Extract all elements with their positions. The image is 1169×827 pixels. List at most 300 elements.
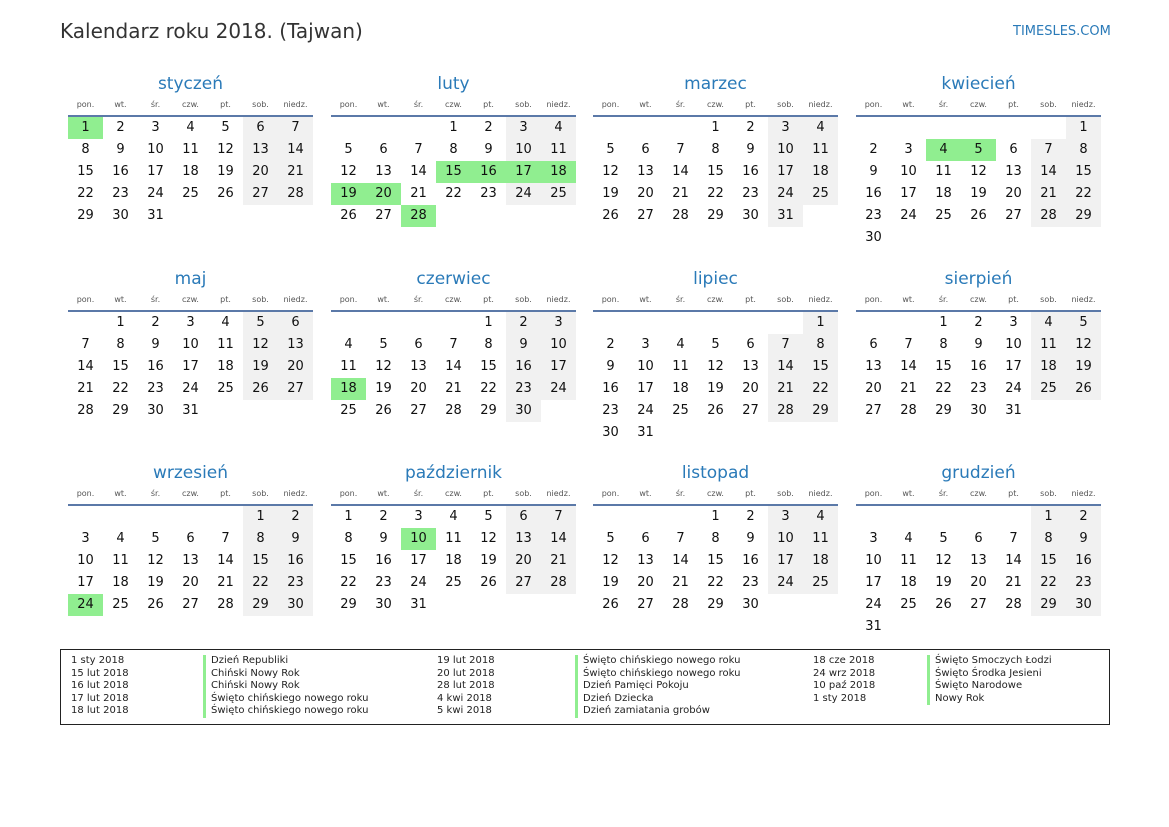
empty-cell bbox=[768, 422, 803, 444]
week-row bbox=[331, 139, 576, 161]
day-cell: 26 bbox=[970, 208, 987, 223]
empty-cell bbox=[506, 594, 541, 616]
day-cell: 3 bbox=[186, 315, 195, 330]
day-cell: 30 bbox=[742, 208, 759, 223]
day-cell: 17 bbox=[768, 550, 803, 572]
day-cell: 2 bbox=[484, 120, 493, 135]
day-cell: 4 bbox=[803, 506, 838, 528]
day-cell: 18 bbox=[935, 186, 952, 201]
day-cell: 4 bbox=[116, 531, 125, 546]
weekday-label: czw. bbox=[182, 100, 199, 109]
weekday-label: pon. bbox=[864, 295, 883, 304]
month-name: czerwiec bbox=[416, 269, 491, 289]
week-row bbox=[856, 117, 1101, 139]
day-cell: 15 bbox=[707, 553, 724, 568]
day-cell: 4 bbox=[803, 117, 838, 139]
weekday-label: pon. bbox=[601, 100, 620, 109]
month-name: styczeń bbox=[157, 74, 224, 94]
day-cell: 18 bbox=[1031, 356, 1066, 378]
day-cell: 2 bbox=[506, 312, 541, 334]
day-cell: 14 bbox=[217, 553, 234, 568]
day-cell: 5 bbox=[243, 312, 278, 334]
day-cell: 14 bbox=[1031, 161, 1066, 183]
day-cell: 23 bbox=[970, 381, 987, 396]
day-cell: 9 bbox=[151, 337, 160, 352]
weekday-label: czw. bbox=[445, 489, 462, 498]
day-cell: 12 bbox=[480, 531, 497, 546]
day-cell: 26 bbox=[602, 208, 619, 223]
day-cell: 21 bbox=[672, 186, 689, 201]
day-cell: 12 bbox=[1066, 334, 1101, 356]
week-row bbox=[331, 183, 576, 205]
day-cell: 7 bbox=[449, 337, 458, 352]
week-row bbox=[593, 312, 838, 334]
day-cell: 1 bbox=[116, 315, 125, 330]
day-cell: 20 bbox=[865, 381, 882, 396]
day-cell: 26 bbox=[375, 403, 392, 418]
day-cell: 1 bbox=[243, 506, 278, 528]
day-cell: 21 bbox=[278, 161, 313, 183]
day-cell: 3 bbox=[506, 117, 541, 139]
day-cell: 4 bbox=[904, 531, 913, 546]
weekday-label: czw. bbox=[970, 295, 987, 304]
day-cell: 3 bbox=[768, 117, 803, 139]
empty-cell bbox=[663, 312, 698, 334]
day-cell: 18 bbox=[112, 575, 129, 590]
day-cell: 7 bbox=[768, 334, 803, 356]
day-cell: 26 bbox=[707, 403, 724, 418]
month-5 bbox=[68, 267, 313, 422]
weekday-label: wt. bbox=[114, 489, 127, 498]
empty-cell bbox=[891, 506, 926, 528]
day-cell: 27 bbox=[1005, 208, 1022, 223]
day-cell: 3 bbox=[1009, 315, 1018, 330]
weekday-label: śr. bbox=[675, 100, 686, 109]
day-cell: 31 bbox=[410, 597, 427, 612]
day-cell: 17 bbox=[865, 575, 882, 590]
day-cell: 25 bbox=[935, 208, 952, 223]
weekday-header bbox=[331, 293, 576, 312]
empty-cell bbox=[768, 594, 803, 616]
day-cell: 27 bbox=[375, 208, 392, 223]
weekday-header bbox=[856, 487, 1101, 506]
empty-cell bbox=[436, 594, 471, 616]
day-cell: 26 bbox=[1066, 378, 1101, 400]
day-cell: 27 bbox=[182, 597, 199, 612]
weekday-label: wt. bbox=[902, 489, 915, 498]
day-cell: 14 bbox=[900, 359, 917, 374]
day-cell: 4 bbox=[541, 117, 576, 139]
week-row bbox=[331, 506, 576, 528]
month-2 bbox=[331, 72, 576, 227]
day-cell: 10 bbox=[541, 334, 576, 356]
empty-cell bbox=[891, 117, 926, 139]
empty-cell bbox=[961, 616, 996, 638]
month-6 bbox=[331, 267, 576, 422]
weekday-label: śr. bbox=[675, 489, 686, 498]
day-cell: 4 bbox=[676, 337, 685, 352]
empty-cell bbox=[628, 117, 663, 139]
day-cell: 9 bbox=[278, 528, 313, 550]
weekday-header bbox=[593, 98, 838, 117]
day-cell: 8 bbox=[344, 531, 353, 546]
day-cell: 30 bbox=[602, 425, 619, 440]
day-cell: 4 bbox=[1031, 312, 1066, 334]
day-cell: 28 bbox=[401, 205, 436, 227]
day-cell: 13 bbox=[1005, 164, 1022, 179]
day-cell: 13 bbox=[410, 359, 427, 374]
day-cell: 3 bbox=[81, 531, 90, 546]
weekday-label: śr. bbox=[938, 489, 949, 498]
legend-names-column bbox=[575, 655, 740, 718]
day-cell: 5 bbox=[151, 531, 160, 546]
day-cell: 6 bbox=[869, 337, 878, 352]
day-cell: 5 bbox=[961, 139, 996, 161]
day-cell: 17 bbox=[77, 575, 94, 590]
day-cell: 22 bbox=[480, 381, 497, 396]
day-cell: 13 bbox=[243, 139, 278, 161]
week-row bbox=[68, 528, 313, 550]
day-cell: 26 bbox=[217, 186, 234, 201]
day-cell: 10 bbox=[506, 139, 541, 161]
weekday-header bbox=[593, 487, 838, 506]
day-cell: 23 bbox=[865, 208, 882, 223]
day-cell: 22 bbox=[803, 378, 838, 400]
month-name: luty bbox=[437, 74, 470, 94]
weekday-label: pon. bbox=[864, 489, 883, 498]
weekday-label: pt. bbox=[483, 295, 494, 304]
day-cell: 12 bbox=[340, 164, 357, 179]
day-cell: 11 bbox=[541, 139, 576, 161]
empty-cell bbox=[961, 117, 996, 139]
weekday-label: pt. bbox=[483, 100, 494, 109]
weekday-label: niedz. bbox=[808, 489, 833, 498]
day-cell: 18 bbox=[182, 164, 199, 179]
day-cell: 11 bbox=[445, 531, 462, 546]
day-cell: 21 bbox=[445, 381, 462, 396]
day-cell: 8 bbox=[449, 142, 458, 157]
empty-cell bbox=[996, 506, 1031, 528]
day-cell: 24 bbox=[768, 183, 803, 205]
weekday-label: wt. bbox=[902, 100, 915, 109]
day-cell: 20 bbox=[637, 186, 654, 201]
day-cell: 29 bbox=[1031, 594, 1066, 616]
day-cell: 14 bbox=[768, 356, 803, 378]
legend-holiday-name: Święto chińskiego nowego roku bbox=[575, 655, 740, 668]
day-cell: 15 bbox=[436, 161, 471, 183]
day-cell: 17 bbox=[768, 161, 803, 183]
day-cell: 6 bbox=[641, 142, 650, 157]
day-cell: 26 bbox=[340, 208, 357, 223]
day-cell: 12 bbox=[935, 553, 952, 568]
day-cell: 13 bbox=[742, 359, 759, 374]
day-cell: 4 bbox=[344, 337, 353, 352]
day-cell: 19 bbox=[217, 164, 234, 179]
weekday-label: pt. bbox=[220, 489, 231, 498]
week-row bbox=[593, 139, 838, 161]
legend-holiday-name: Dzień Dziecka bbox=[575, 693, 740, 706]
day-cell: 29 bbox=[935, 403, 952, 418]
day-cell: 6 bbox=[414, 337, 423, 352]
day-cell: 27 bbox=[410, 403, 427, 418]
day-cell: 26 bbox=[935, 597, 952, 612]
week-row bbox=[856, 594, 1101, 616]
empty-cell bbox=[1031, 117, 1066, 139]
week-row bbox=[68, 550, 313, 572]
day-cell: 2 bbox=[151, 315, 160, 330]
weekday-label: pon. bbox=[339, 489, 358, 498]
weekday-label: śr. bbox=[150, 295, 161, 304]
day-cell: 10 bbox=[77, 553, 94, 568]
day-cell: 17 bbox=[637, 381, 654, 396]
week-row bbox=[68, 400, 313, 422]
day-cell: 8 bbox=[243, 528, 278, 550]
day-cell: 6 bbox=[641, 531, 650, 546]
empty-cell bbox=[243, 400, 278, 422]
empty-cell bbox=[628, 506, 663, 528]
legend-holiday-name: Dzień Republiki bbox=[203, 655, 368, 668]
day-cell: 11 bbox=[112, 553, 129, 568]
day-cell: 23 bbox=[506, 378, 541, 400]
weekday-label: wt. bbox=[902, 295, 915, 304]
weekday-header bbox=[856, 293, 1101, 312]
week-row bbox=[593, 506, 838, 528]
empty-cell bbox=[471, 205, 506, 227]
week-row bbox=[68, 572, 313, 594]
empty-cell bbox=[1066, 227, 1101, 249]
day-cell: 9 bbox=[746, 531, 755, 546]
day-cell: 10 bbox=[182, 337, 199, 352]
day-cell: 14 bbox=[672, 164, 689, 179]
day-cell: 3 bbox=[869, 531, 878, 546]
empty-cell bbox=[173, 205, 208, 227]
weekday-label: śr. bbox=[938, 100, 949, 109]
day-cell: 21 bbox=[1031, 183, 1066, 205]
empty-cell bbox=[733, 312, 768, 334]
empty-cell bbox=[961, 506, 996, 528]
day-cell: 17 bbox=[1005, 359, 1022, 374]
day-cell: 3 bbox=[151, 120, 160, 135]
day-cell: 9 bbox=[484, 142, 493, 157]
day-cell: 28 bbox=[445, 403, 462, 418]
weekday-label: sob. bbox=[252, 100, 269, 109]
day-cell: 14 bbox=[541, 528, 576, 550]
legend-date: 18 cze 2018 bbox=[813, 655, 875, 666]
day-cell: 13 bbox=[637, 164, 654, 179]
day-cell: 1 bbox=[711, 120, 720, 135]
empty-cell bbox=[891, 616, 926, 638]
day-cell: 19 bbox=[602, 186, 619, 201]
day-cell: 1 bbox=[939, 315, 948, 330]
day-cell: 20 bbox=[366, 183, 401, 205]
week-row bbox=[856, 356, 1101, 378]
week-row bbox=[856, 528, 1101, 550]
day-cell: 20 bbox=[182, 575, 199, 590]
weekday-label: wt. bbox=[114, 295, 127, 304]
empty-cell bbox=[366, 117, 401, 139]
day-cell: 5 bbox=[1066, 312, 1101, 334]
weekday-label: czw. bbox=[707, 489, 724, 498]
site-link[interactable]: TIMESLES.COM bbox=[1013, 24, 1111, 39]
day-cell: 4 bbox=[186, 120, 195, 135]
day-cell: 10 bbox=[401, 528, 436, 550]
empty-cell bbox=[68, 312, 103, 334]
week-row bbox=[593, 117, 838, 139]
day-cell: 29 bbox=[707, 597, 724, 612]
legend-holiday-name: Chiński Nowy Rok bbox=[203, 668, 368, 681]
empty-cell bbox=[926, 616, 961, 638]
weekday-label: pon. bbox=[864, 100, 883, 109]
legend-date: 1 sty 2018 bbox=[71, 655, 125, 666]
weekday-label: pt. bbox=[745, 295, 756, 304]
empty-cell bbox=[856, 312, 891, 334]
day-cell: 22 bbox=[243, 572, 278, 594]
day-cell: 19 bbox=[707, 381, 724, 396]
day-cell: 31 bbox=[1005, 403, 1022, 418]
day-cell: 28 bbox=[900, 403, 917, 418]
day-cell: 19 bbox=[935, 575, 952, 590]
day-cell: 15 bbox=[935, 359, 952, 374]
empty-cell bbox=[138, 506, 173, 528]
day-cell: 16 bbox=[278, 550, 313, 572]
weekday-label: czw. bbox=[970, 489, 987, 498]
day-cell: 25 bbox=[541, 183, 576, 205]
empty-cell bbox=[436, 312, 471, 334]
day-cell: 12 bbox=[375, 359, 392, 374]
month-10 bbox=[331, 461, 576, 616]
day-cell: 26 bbox=[480, 575, 497, 590]
day-cell: 30 bbox=[278, 594, 313, 616]
day-cell: 18 bbox=[331, 378, 366, 400]
day-cell: 11 bbox=[935, 164, 952, 179]
day-cell: 8 bbox=[711, 531, 720, 546]
week-row bbox=[331, 312, 576, 334]
empty-cell bbox=[891, 227, 926, 249]
day-cell: 7 bbox=[1031, 139, 1066, 161]
day-cell: 12 bbox=[602, 164, 619, 179]
weekday-label: niedz. bbox=[546, 100, 571, 109]
day-cell: 20 bbox=[970, 575, 987, 590]
day-cell: 30 bbox=[1066, 594, 1101, 616]
day-cell: 10 bbox=[768, 528, 803, 550]
day-cell: 15 bbox=[1066, 161, 1101, 183]
day-cell: 16 bbox=[742, 164, 759, 179]
day-cell: 16 bbox=[471, 161, 506, 183]
day-cell: 29 bbox=[1066, 205, 1101, 227]
day-cell: 6 bbox=[186, 531, 195, 546]
day-cell: 24 bbox=[541, 378, 576, 400]
legend-date: 18 lut 2018 bbox=[71, 705, 129, 717]
month-4 bbox=[856, 72, 1101, 249]
empty-cell bbox=[278, 400, 313, 422]
legend-names-column bbox=[927, 655, 1052, 705]
day-cell: 10 bbox=[1005, 337, 1022, 352]
day-cell: 24 bbox=[900, 208, 917, 223]
empty-cell bbox=[996, 227, 1031, 249]
empty-cell bbox=[401, 312, 436, 334]
day-cell: 26 bbox=[147, 597, 164, 612]
weekday-label: wt. bbox=[639, 489, 652, 498]
month-name: marzec bbox=[684, 74, 747, 94]
weekday-label: pon. bbox=[76, 295, 95, 304]
day-cell: 21 bbox=[217, 575, 234, 590]
week-row bbox=[331, 205, 576, 227]
day-cell: 21 bbox=[1005, 575, 1022, 590]
weekday-label: sob. bbox=[515, 100, 532, 109]
weekday-label: niedz. bbox=[283, 100, 308, 109]
day-cell: 6 bbox=[379, 142, 388, 157]
month-name: listopad bbox=[681, 463, 750, 483]
day-cell: 15 bbox=[803, 356, 838, 378]
legend-holiday-name: Święto chińskiego nowego roku bbox=[203, 693, 368, 706]
day-cell: 6 bbox=[1009, 142, 1018, 157]
weekday-label: pt. bbox=[220, 295, 231, 304]
day-cell: 28 bbox=[1005, 597, 1022, 612]
week-row bbox=[593, 161, 838, 183]
day-cell: 29 bbox=[480, 403, 497, 418]
weekday-label: sob. bbox=[515, 489, 532, 498]
month-12 bbox=[856, 461, 1101, 638]
day-cell: 6 bbox=[506, 506, 541, 528]
week-row bbox=[856, 334, 1101, 356]
day-cell: 19 bbox=[147, 575, 164, 590]
day-cell: 9 bbox=[606, 359, 615, 374]
day-cell: 27 bbox=[243, 183, 278, 205]
empty-cell bbox=[768, 312, 803, 334]
legend-date: 17 lut 2018 bbox=[71, 692, 129, 704]
day-cell: 28 bbox=[278, 183, 313, 205]
empty-cell bbox=[628, 312, 663, 334]
day-cell: 20 bbox=[742, 381, 759, 396]
day-cell: 24 bbox=[410, 575, 427, 590]
day-cell: 14 bbox=[77, 359, 94, 374]
day-cell: 30 bbox=[147, 403, 164, 418]
day-cell: 22 bbox=[112, 381, 129, 396]
day-cell: 16 bbox=[1066, 550, 1101, 572]
day-cell: 19 bbox=[970, 186, 987, 201]
day-cell: 1 bbox=[1031, 506, 1066, 528]
empty-cell bbox=[926, 117, 961, 139]
day-cell: 24 bbox=[637, 403, 654, 418]
day-cell: 2 bbox=[116, 120, 125, 135]
day-cell: 23 bbox=[742, 575, 759, 590]
empty-cell bbox=[856, 506, 891, 528]
weekday-label: wt. bbox=[377, 295, 390, 304]
day-cell: 9 bbox=[869, 164, 878, 179]
day-cell: 2 bbox=[606, 337, 615, 352]
day-cell: 20 bbox=[410, 381, 427, 396]
day-cell: 6 bbox=[974, 531, 983, 546]
week-row bbox=[856, 506, 1101, 528]
day-cell: 28 bbox=[1031, 205, 1066, 227]
legend-holiday-name: Nowy Rok bbox=[927, 693, 1052, 706]
day-cell: 9 bbox=[379, 531, 388, 546]
week-row bbox=[856, 572, 1101, 594]
empty-cell bbox=[208, 506, 243, 528]
day-cell: 16 bbox=[112, 164, 129, 179]
day-cell: 8 bbox=[939, 337, 948, 352]
day-cell: 25 bbox=[1031, 378, 1066, 400]
empty-cell bbox=[803, 422, 838, 444]
week-row bbox=[593, 550, 838, 572]
day-cell: 30 bbox=[970, 403, 987, 418]
day-cell: 4 bbox=[926, 139, 961, 161]
day-cell: 1 bbox=[449, 120, 458, 135]
day-cell: 27 bbox=[970, 597, 987, 612]
weekday-header bbox=[68, 293, 313, 312]
weekday-label: sob. bbox=[252, 295, 269, 304]
day-cell: 17 bbox=[410, 553, 427, 568]
